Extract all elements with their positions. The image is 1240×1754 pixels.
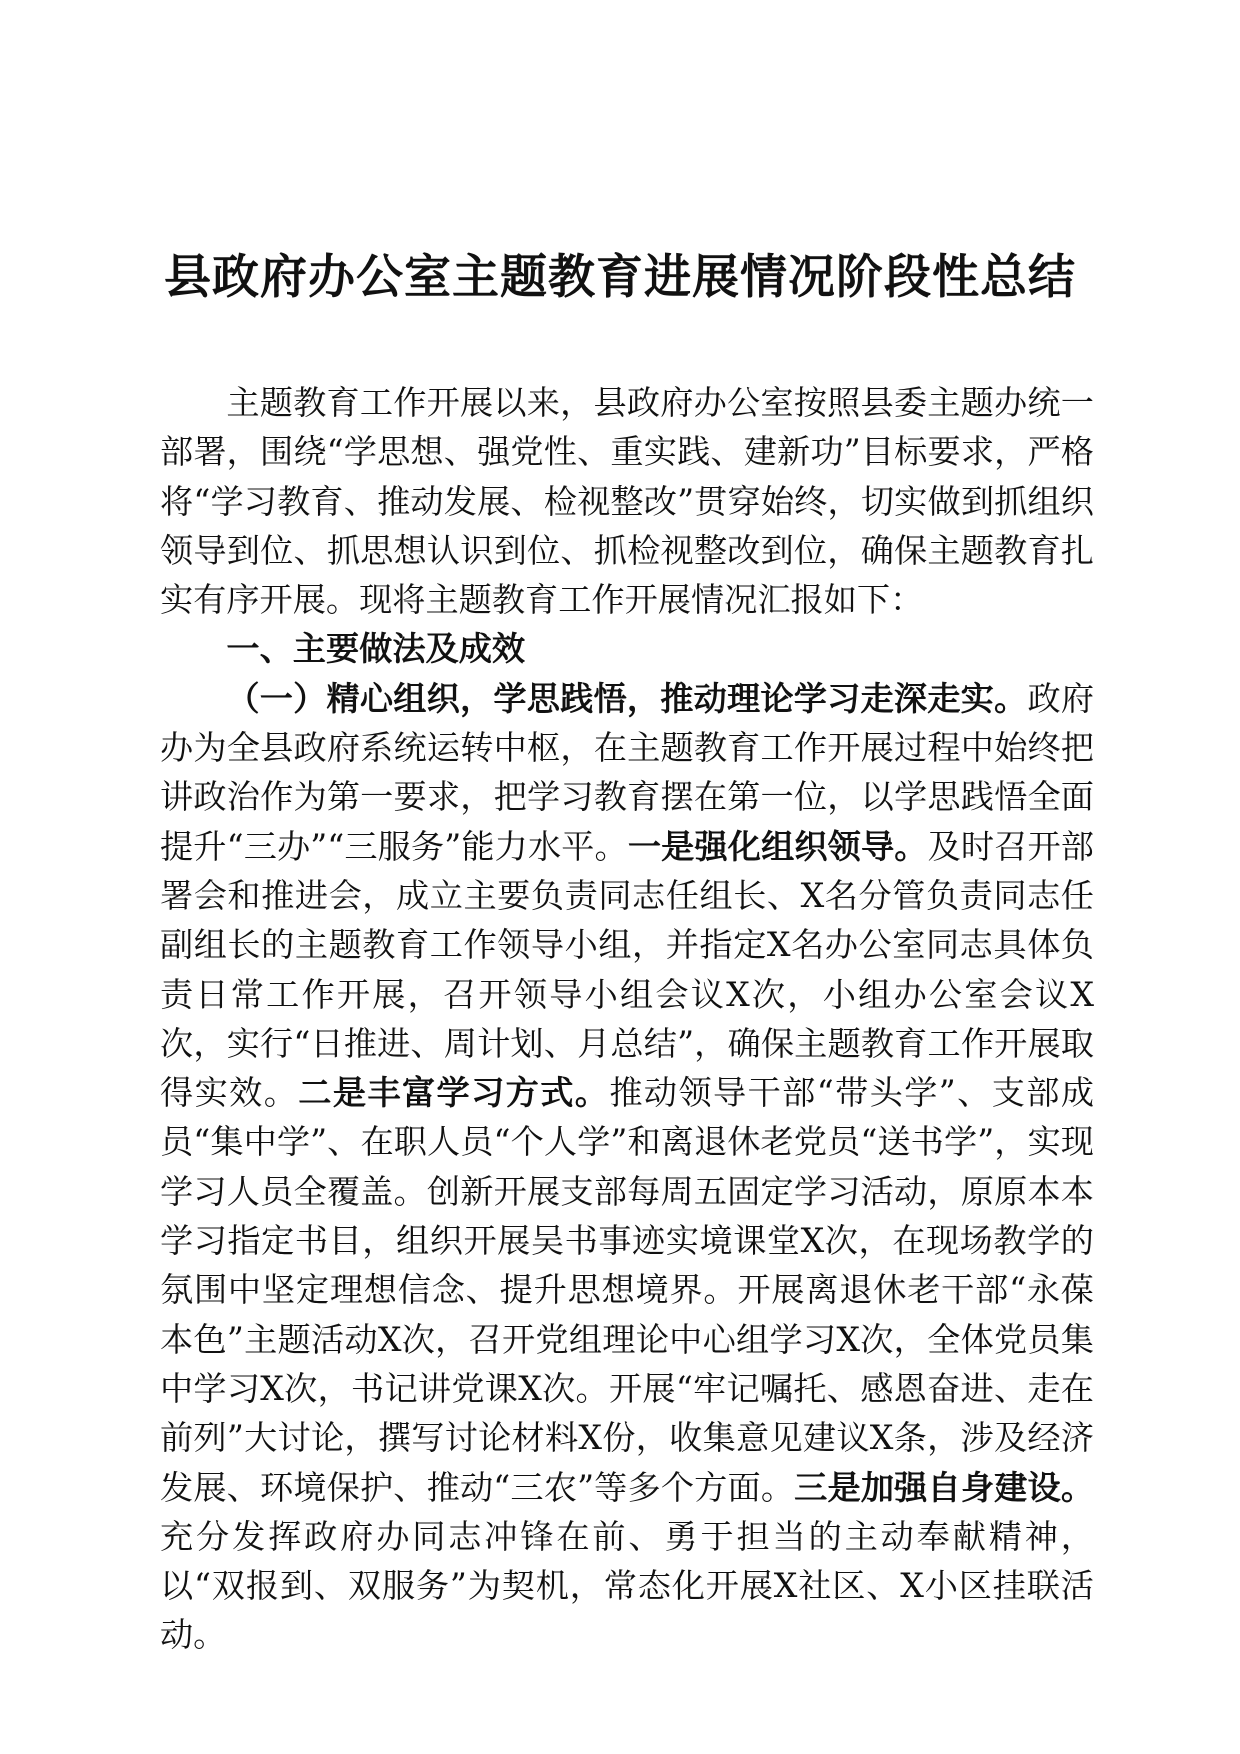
point-title: 三是加强自身建设。 [794,1467,1095,1507]
subsection-text: 政府办为全县政府系统运转中枢，在主题教育工作开展过程中始终把讲政治作为第一要求，把学习教育摆在第一位，以学思践悟全面提升“三办”“三服务”能力水平。 [160,678,1095,866]
point-text: 及时召开部署会和推进会，成立主要负责同志任组长、X名分管负责同志任副组长的主题教育工作领导小组，并指定X名办公室同志具体负责日常工作开展，召开领导小组会议X次，小组办公室会议X次，实行“日推进、周计划、月总结”，确保主题教育工作开展取得实效。 [160,826,1094,1113]
document-body [160,378,1094,1660]
section-heading: 一、主要做法及成效 [226,629,526,669]
point-text: 充分发挥政府办同志冲锋在前、勇于担当的主动奉献精神，以“双报到、双服务”为契机，常态化开展X社区、X小区挂联活动。 [160,1516,1094,1655]
point-title: 二是丰富学习方式。 [298,1073,610,1113]
document-title: 县政府办公室主题教育进展情况阶段性总结 [164,250,1076,305]
point-text: 推动领导干部“带头学”、支部成员“集中学”、在职人员“个人学”和离退休老党员“送书学”，实现学习人员全覆盖。创新开展支部每周五固定学习活动，原原本本学习指定书目，组织开展吴书事迹实境课堂X次，在现场教学的氛围中坚定理想信念、提升思想境界。开展离退休老干部“永葆本色”主题活动X次，召开党组理论中心组学习X次，全体党员集中学习X次，书记讲党课X次。开展“牢记嘱托、感恩奋进、走在前列”大讨论，撰写讨论材料X份，收集意见建议X条，涉及经济发展、环境保护、推动“三农”等多个方面。 [160,1073,1095,1507]
intro-paragraph: 主题教育工作开展以来，县政府办公室按照县委主题办统一部署，围绕“学思想、强党性、重实践、建新功”目标要求，严格将“学习教育、推动发展、检视整改”贯穿始终，切实做到抓组织领导到位、抓思想认识到位、抓检视整改到位，确保主题教育扎实有序开展。现将主题教育工作开展情况汇报如下： [160,383,1094,620]
point-title: 一是强化组织领导。 [627,826,928,866]
subsection-lead: （一）精心组织，学思践悟，推动理论学习走深走实。 [226,678,1028,718]
subsection-paragraph [160,674,1094,1660]
